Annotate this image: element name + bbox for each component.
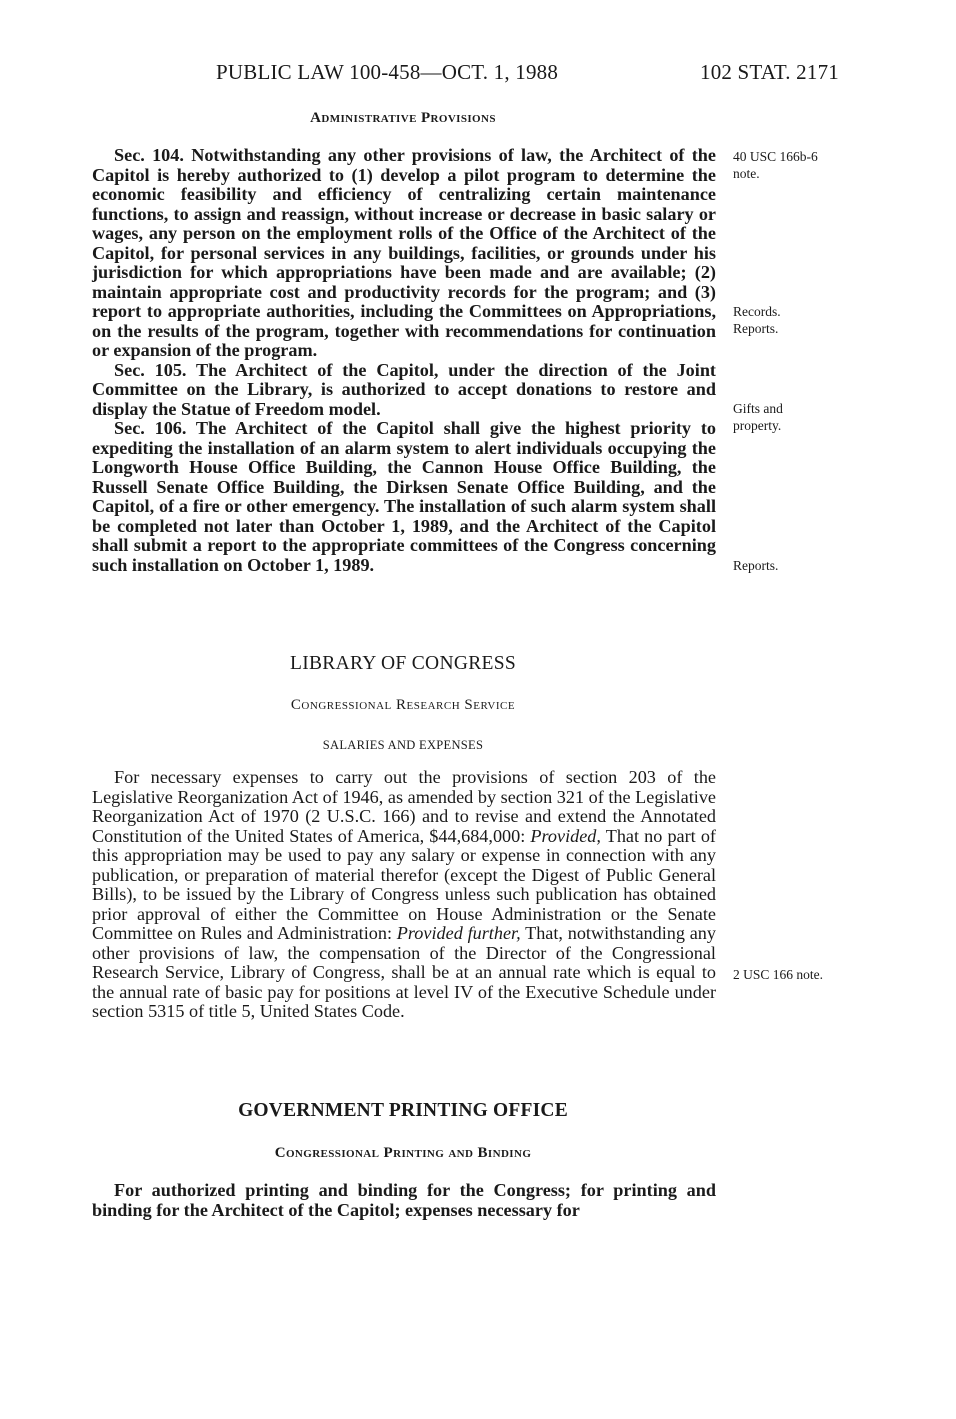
crs-provided: Provided,: [530, 825, 601, 846]
section-104: Sec. 104. Notwithstanding any other provisions of law, the Architect of the Capitol is hereby authorized to (1) develop a pilot program to determine the economic feasibility and efficiency of centralizing certain maintenance functions, to assign and reassign, without increase or decrease in basic salary or wages, any person on the employment rolls of the Office of the Architect of the Capitol, for personal services in any buildings, facilities, or grounds under his jurisdiction for which appropriations have been made and are available; (2) maintain appropriate cost and productivity records for the program; and (3) report to appropriate authorities, including the Committees on Appropriations, on the results of the program, together with recommendations for continuation or expansion of the program.: [92, 145, 716, 360]
running-header-law: PUBLIC LAW 100-458—OCT. 1, 1988: [216, 60, 559, 84]
crs-text-part2: That no part of this appropriation may be used to pay any salary or expense in connection with any publication, or preparation of material therefor (except the Digest of Public General Bills), to be issued by the Library of Congress unless such publication has obtained prior approval of either the Committee on House Administration or the Senate Committee on Rules and Administration:: [92, 825, 716, 943]
heading-government-printing-office: GOVERNMENT PRINTING OFFICE: [238, 1100, 568, 1121]
margin-note-records-reports: [733, 303, 933, 337]
margin-note-line: Gifts and: [733, 401, 783, 416]
margin-note-line: property.: [733, 418, 782, 433]
margin-note-gifts-property: [733, 400, 933, 434]
margin-note-line: 40 USC 166b-6: [733, 149, 818, 164]
crs-text-part3: That, notwithstanding any other provisions of law, the compensation of the Director of the Congressional Research Service, Library of Congress, shall be at an annual rate which is equal to the annual rate of basic pay for positions at level IV of the Executive Schedule under section 5315 of title 5, United States Code.: [92, 923, 716, 1021]
gpo-paragraph: For authorized printing and binding for the Congress; for printing and binding for the Architect of the Capitol; expenses necessary for: [92, 1180, 716, 1220]
heading-congressional-printing-and-binding: Congressional Printing and Binding: [274, 1145, 532, 1161]
margin-note-reports: Reports.: [733, 558, 779, 573]
heading-library-of-congress: LIBRARY OF CONGRESS: [289, 653, 517, 674]
gpo-text: [92, 1181, 716, 1220]
heading-congressional-research-service: Congressional Research Service: [290, 697, 516, 713]
crs-text-part1: For necessary expenses to carry out the provisions of section 203 of the Legislative Reorganization Act of 1946, as amended by section 321 of the Legislative Reorganization Act of 1970 (2 U.S.C. 166) and to revise and extend the Annotated Constitution of the United States of America, $44,684,000:: [92, 767, 716, 846]
running-header-stat: 102 STAT. 2171: [700, 60, 839, 84]
section-106: Sec. 106. The Architect of the Capitol shall give the highest priority to expediting the installation of an alarm system to alert individuals occupying the Longworth House Office Building, the Cannon House Office Building, the Russell Senate Office Building, the Dirksen Senate Office Building, and the Capitol, of a fire or other emergency. The installation of such alarm system shall be completed not later than October 1, 1989, and the Architect of the Capitol shall submit a report to the appropriate committees of the Congress concerning such installation on October 1, 1989.: [92, 418, 716, 575]
margin-note-40-usc: [733, 148, 933, 182]
heading-salaries-and-expenses: SALARIES AND EXPENSES: [322, 738, 484, 752]
admin-provisions-text: [92, 146, 716, 575]
margin-note-line: Records.: [733, 304, 781, 319]
crs-paragraph: [92, 768, 716, 1022]
heading-administrative-provisions: Administrative Provisions: [310, 110, 496, 126]
margin-note-line: Reports.: [733, 321, 779, 336]
crs-appropriation-text: [92, 768, 716, 1022]
crs-provided-further: Provided further,: [396, 923, 521, 943]
section-105: Sec. 105. The Architect of the Capitol, under the direction of the Joint Committee on the Library, is authorized to accept donations to restore and display the Statue of Freedom model.: [92, 359, 716, 419]
margin-note-2-usc: 2 USC 166 note.: [733, 967, 824, 982]
margin-note-line: note.: [733, 166, 760, 181]
